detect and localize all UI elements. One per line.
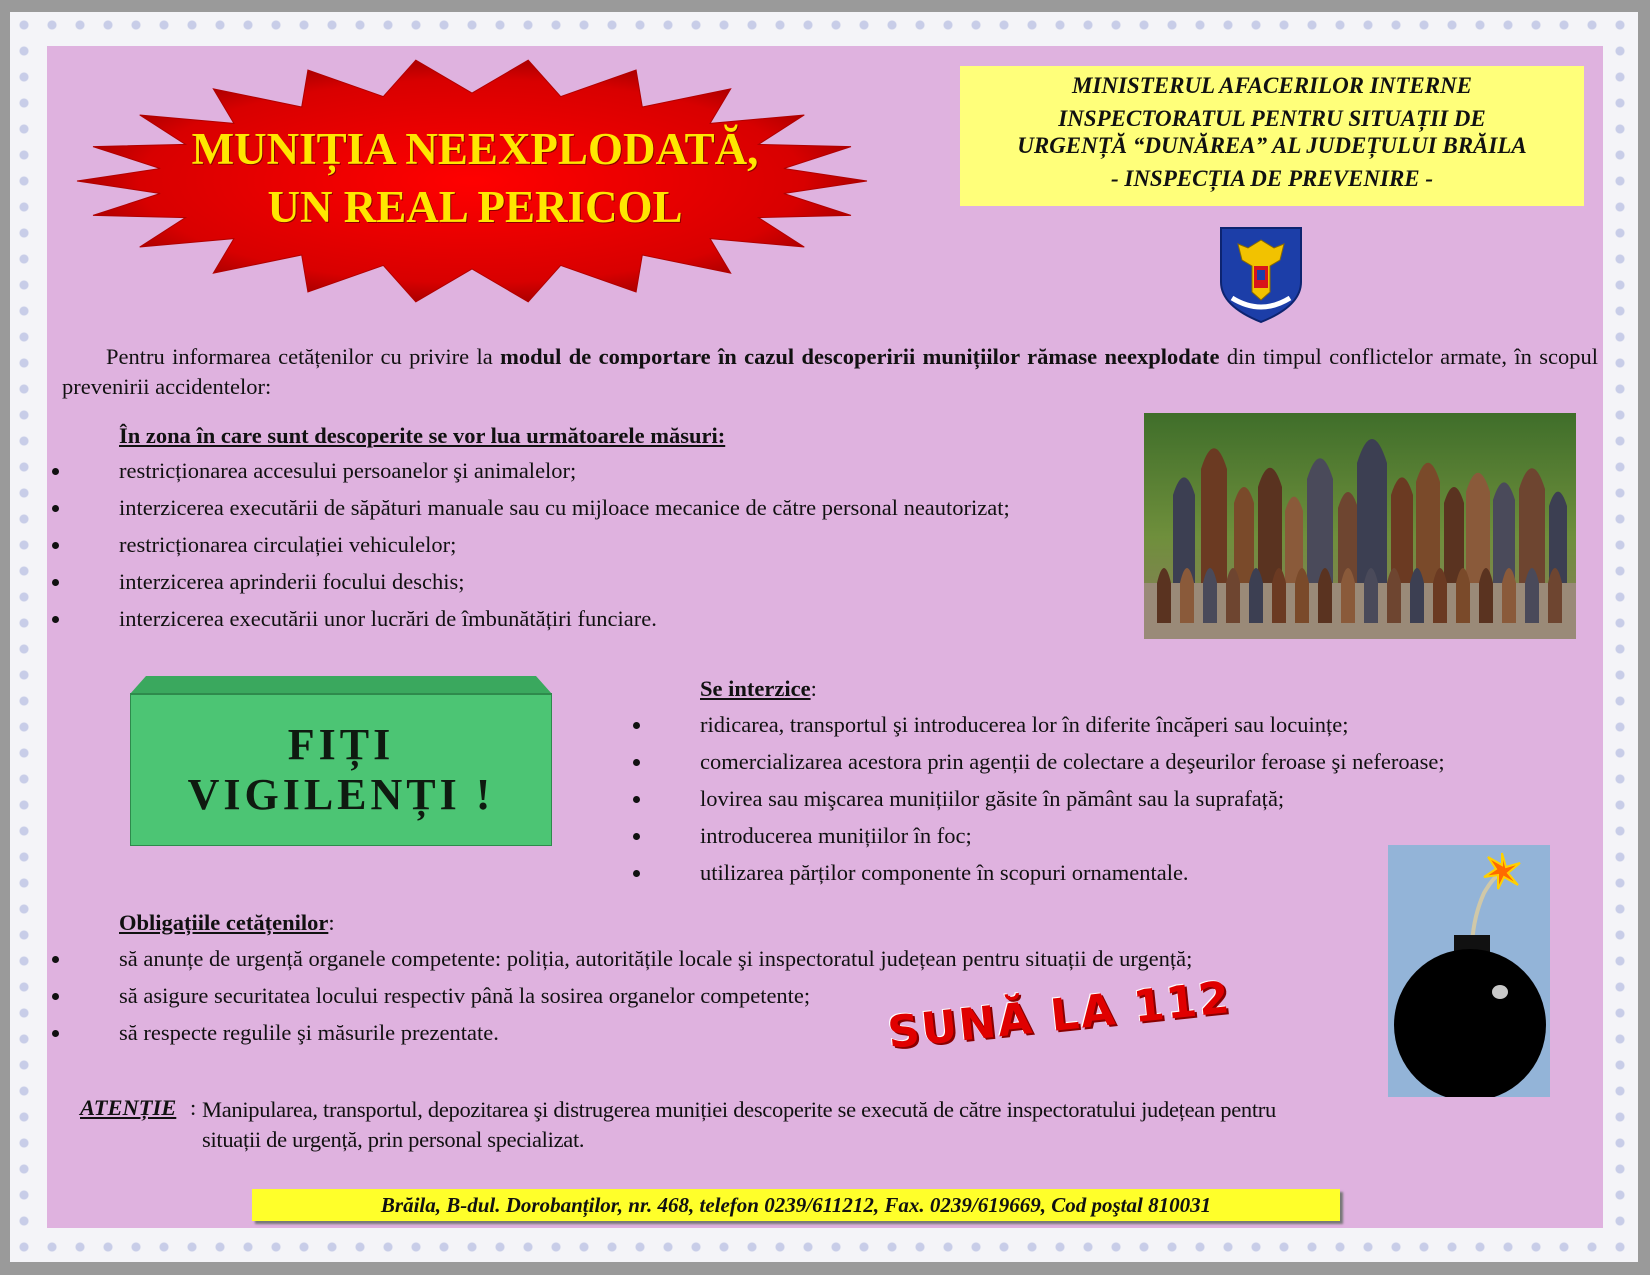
list-item: să respecte regulile şi măsurile prezentate. xyxy=(83,1014,1192,1051)
small-shell-shape xyxy=(1249,568,1263,623)
emergency-call-text: SUNĂ LA 112 xyxy=(885,972,1234,1059)
list-item: lovirea sau mişcarea munițiilor găsite în pământ sau la suprafață; xyxy=(664,780,1445,817)
small-shell-shape xyxy=(1272,568,1286,623)
attention-label: ATENȚIE xyxy=(80,1095,177,1120)
small-shell-shape xyxy=(1180,568,1194,623)
header-line-1: MINISTERUL AFACERILOR INTERNE xyxy=(1071,73,1473,98)
list-item: să asigure securitatea locului respectiv până la sosirea organelor competente; xyxy=(83,977,1192,1014)
intro-text-end: din timpul conflictelor armate, în scopul prevenirii accidentelor: xyxy=(62,344,1598,399)
small-shell-shape xyxy=(1318,568,1332,623)
shell-shape xyxy=(1416,463,1440,583)
small-shell-shape xyxy=(1410,568,1424,623)
header-line-4: - INSPECȚIA DE PREVENIRE - xyxy=(1110,166,1434,191)
list-item: comercializarea acestora prin agenții de colectare a deşeurilor feroase şi neferoase; xyxy=(664,743,1445,780)
header-line-2: INSPECTORATUL PENTRU SITUAȚII DE xyxy=(1058,106,1486,131)
shell-shape xyxy=(1466,473,1490,583)
measures-title: În zona în care sunt descoperite se vor lua următoarele măsuri: xyxy=(119,423,726,448)
title-line-2: UN REAL PERICOL xyxy=(267,182,683,232)
forbidden-title: Se interzice xyxy=(700,676,811,701)
vigilant-line-2: VIGILENȚI ! xyxy=(187,770,495,819)
shell-shape xyxy=(1173,477,1195,583)
shell-shape xyxy=(1444,487,1464,583)
small-shell-shape xyxy=(1295,568,1309,623)
list-item: interzicerea aprinderii focului deschis; xyxy=(83,563,1010,600)
list-item: ridicarea, transportul şi introducerea lor în diferite încăperi sau locuințe; xyxy=(664,706,1445,743)
ministry-header xyxy=(960,66,1584,206)
shell-shape xyxy=(1307,458,1333,583)
shell-shape xyxy=(1493,482,1515,583)
bomb-icon xyxy=(1388,845,1550,1097)
shell-shape xyxy=(1234,487,1254,583)
small-shell-shape xyxy=(1479,568,1493,623)
list-item: introducerea munițiilor în foc; xyxy=(664,817,1445,854)
intro-text: Pentru informarea cetățenilor cu privire la xyxy=(106,344,501,369)
list-item: restricționarea circulației vehiculelor; xyxy=(83,526,1010,563)
title-line-1: MUNIȚIA NEEXPLODATĂ, xyxy=(191,124,759,174)
shell-shape xyxy=(1519,468,1545,583)
shell-shape xyxy=(1391,477,1413,583)
contact-footer: Brăila, B-dul. Dorobanților, nr. 468, telefon 0239/611212, Fax. 0239/619669, Cod poştal 810031 xyxy=(252,1189,1340,1221)
coat-of-arms-icon xyxy=(1218,226,1304,324)
list-item: utilizarea părților componente în scopuri ornamentale. xyxy=(664,854,1445,891)
small-shell-shape xyxy=(1548,568,1562,623)
vigilant-text xyxy=(130,720,552,820)
page-title xyxy=(110,120,840,236)
shell-shape xyxy=(1357,439,1387,583)
small-shell-shape xyxy=(1387,568,1401,623)
small-shell-shape xyxy=(1157,568,1171,623)
list-item: interzicerea executării de săpături manuale sau cu mijloace mecanice de către personal neautorizat; xyxy=(83,489,1010,526)
small-shell-shape xyxy=(1502,568,1516,623)
vigilant-line-1: FIȚI xyxy=(287,720,395,769)
munitions-photo xyxy=(1144,413,1576,639)
forbidden-colon: : xyxy=(810,676,817,701)
forbidden-list xyxy=(664,706,1445,891)
small-shell-shape xyxy=(1203,568,1217,623)
header-line-3: URGENȚĂ “DUNĂREA” AL JUDEȚULUI BRĂILA xyxy=(1017,133,1527,158)
intro-bold-text: modul de comportare în cazul descoperirii munițiilor rămase neexplodate xyxy=(500,344,1220,369)
intro-paragraph xyxy=(62,342,1598,402)
small-shell-shape xyxy=(1364,568,1378,623)
shell-shape xyxy=(1549,492,1567,583)
attention-colon: : xyxy=(190,1095,197,1120)
obligations-heading xyxy=(119,910,335,936)
small-shell-shape xyxy=(1341,568,1355,623)
list-item: să anunțe de urgență organele competente: poliția, autoritățile locale şi inspectoratul județean pentru situații de urgență; xyxy=(83,940,1192,977)
attention-text: Manipularea, transportul, depozitarea şi distrugerea muniției descoperite se execută de către inspectoratului județean pentru situații de urgență, prin personal specializat. xyxy=(202,1097,1276,1152)
obligations-title: Obligațiile cetățenilor xyxy=(119,910,329,935)
small-shell-shape xyxy=(1226,568,1240,623)
list-item: interzicerea executării unor lucrări de îmbunătățiri funciare. xyxy=(83,600,1010,637)
measures-list xyxy=(83,452,1010,637)
list-item: restricționarea accesului persoanelor şi animalelor; xyxy=(83,452,1010,489)
shell-shape xyxy=(1258,468,1282,583)
small-shell-shape xyxy=(1456,568,1470,623)
small-shell-shape xyxy=(1525,568,1539,623)
obligations-colon: : xyxy=(328,910,335,935)
small-shell-shape xyxy=(1433,568,1447,623)
forbidden-heading xyxy=(700,676,817,702)
shell-shape xyxy=(1201,448,1227,583)
